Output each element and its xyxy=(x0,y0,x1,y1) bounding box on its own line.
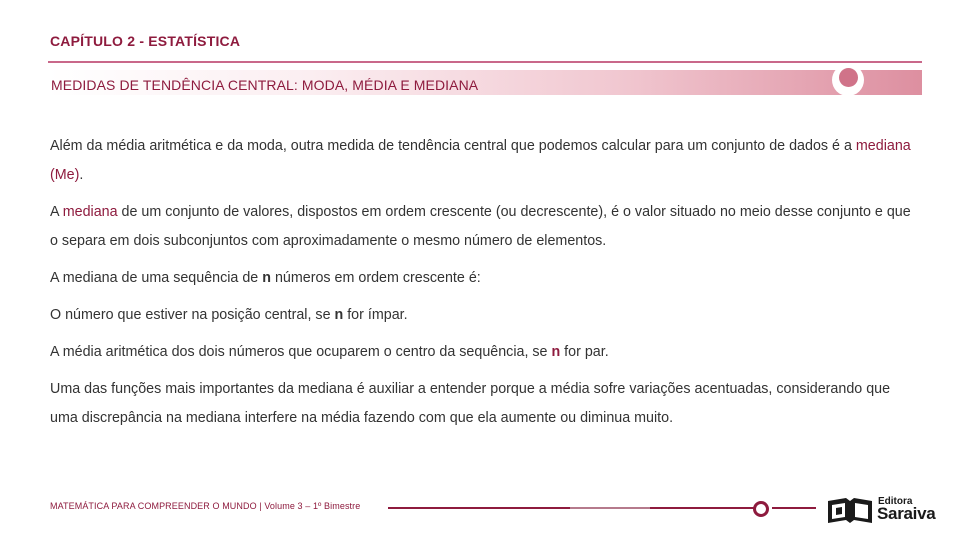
footer-caption: MATEMÁTICA PARA COMPREENDER O MUNDO | Volume 3 – 1º Bimestre xyxy=(50,501,361,511)
paragraph-text: de um conjunto de valores, dispostos em ordem crescente (ou decrescente), é o valor situado no meio desse conjunto e que o separa em dois subconjuntos com aproximadamente o mesmo número de elementos. xyxy=(50,204,911,249)
book-icon xyxy=(826,495,874,525)
paragraph-text: A média aritmética dos dois números que ocuparem o centro da sequência, se xyxy=(50,344,552,360)
highlight-term: mediana (Me) xyxy=(50,138,911,183)
paragraph-rule xyxy=(50,264,920,293)
variable-n: n xyxy=(334,307,344,323)
logo-saraiva-text: Saraiva xyxy=(877,504,936,523)
banner-dot-icon xyxy=(839,68,858,87)
paragraph-text: Além da média aritmética e da moda, outra medida de tendência central que podemos calcular para um conjunto de dados é a xyxy=(50,138,856,154)
footer-divider-accent xyxy=(570,507,650,509)
main-content xyxy=(50,132,920,441)
highlight-term: mediana xyxy=(62,204,118,220)
paragraph-text: números em ordem crescente é: xyxy=(270,270,481,286)
paragraph-intro xyxy=(50,132,920,190)
paragraph-text: A xyxy=(50,204,63,220)
paragraph-text: for ímpar. xyxy=(343,307,408,323)
section-title: MEDIDAS DE TENDÊNCIA CENTRAL: MODA, MÉDIA E MEDIANA xyxy=(51,77,479,93)
variable-n: n xyxy=(551,344,561,360)
paragraph-text: for par. xyxy=(560,344,609,360)
header-divider xyxy=(48,61,922,63)
footer-circle-icon xyxy=(753,501,769,517)
paragraph-importance: Uma das funções mais importantes da mediana é auxiliar a entender porque a média sofre variações acentuadas, considerando que uma discrepância na mediana interfere na média fazendo com que ela aumente ou diminua muito. xyxy=(50,381,891,426)
publisher-logo xyxy=(826,495,940,525)
variable-n: n xyxy=(262,270,271,286)
footer-divider-right xyxy=(772,507,816,509)
paragraph-even-case xyxy=(50,338,920,367)
banner-circle-decoration xyxy=(832,64,864,96)
chapter-title: CAPÍTULO 2 - ESTATÍSTICA xyxy=(50,33,241,49)
section-banner xyxy=(48,70,922,95)
paragraph-odd-case xyxy=(50,301,920,330)
paragraph-definition xyxy=(50,198,920,256)
paragraph-text: . xyxy=(79,167,84,183)
paragraph-text: O número que estiver na posição central, se xyxy=(50,307,335,323)
paragraph-text: A mediana de uma sequência de xyxy=(50,270,263,286)
logo-editora-text: Editora xyxy=(878,496,913,507)
